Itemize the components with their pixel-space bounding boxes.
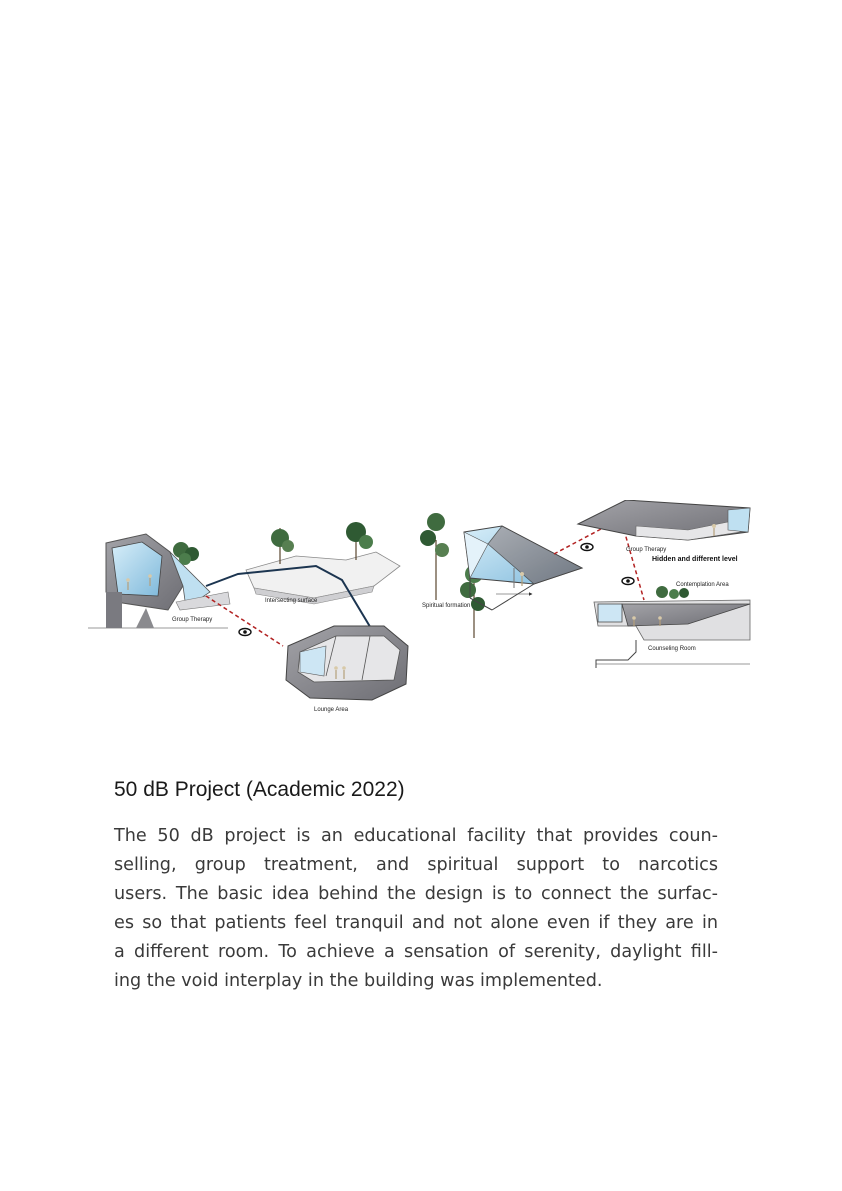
hidden-level-module — [578, 500, 750, 540]
body-line: ing the void interplay in the building was implemented. — [114, 971, 603, 991]
label-spiritual-formation: Spiritual formation — [422, 603, 471, 609]
article-title: 50 dB Project (Academic 2022) — [114, 778, 405, 801]
diagram-svg — [88, 500, 756, 725]
label-contemplation-area: Contemplation Area — [676, 582, 729, 588]
eye-icon — [581, 544, 593, 551]
label-group-therapy-right: Group Therapy — [626, 547, 667, 553]
body-line: a different room. To achieve a sensation of serenity, daylight fill- — [114, 942, 718, 962]
body-line: es so that patients feel tranquil and not alone even if they are in — [114, 913, 718, 933]
architecture-diagram — [88, 500, 756, 725]
label-counseling-room: Counseling Room — [648, 646, 696, 652]
article-body — [114, 822, 718, 996]
label-group-therapy-left: Group Therapy — [172, 617, 213, 623]
counseling-module — [594, 586, 750, 668]
body-line: The 50 dB project is an educational facility that provides coun- — [114, 826, 718, 846]
eye-icon — [239, 629, 251, 636]
body-line: selling, group treatment, and spiritual support to narcotics — [114, 855, 718, 875]
label-intersecting-surface: Intersecting surface — [265, 598, 318, 604]
spiritual-formation-module — [420, 513, 582, 638]
lounge-area-module — [286, 626, 408, 700]
view-connector-lower — [624, 530, 644, 600]
eye-icon — [622, 578, 634, 585]
group-therapy-pavilion — [88, 534, 230, 628]
intersecting-surface-platform — [246, 522, 400, 604]
body-line: users. The basic idea behind the design is to connect the surfac- — [114, 884, 718, 904]
label-lounge-area: Lounge Area — [314, 707, 349, 713]
label-hidden-level: Hidden and different level — [652, 556, 738, 563]
